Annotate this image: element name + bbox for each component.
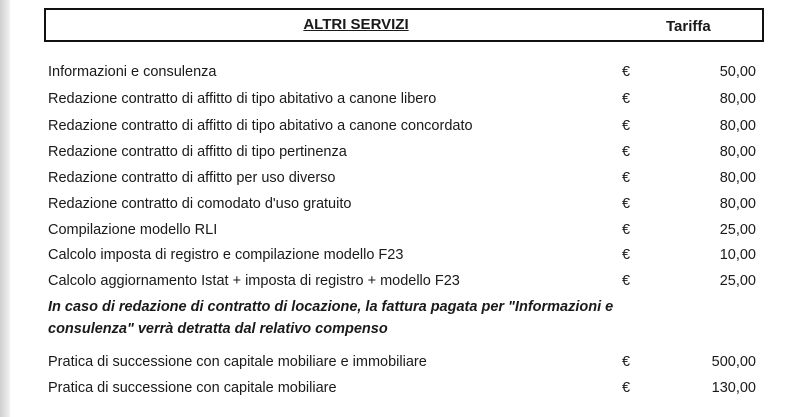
- currency-symbol: €: [622, 64, 631, 80]
- service-description: Calcolo aggiornamento Istat + imposta di registro + modello F23: [48, 273, 460, 289]
- service-description: Redazione contratto di affitto di tipo pertinenza: [48, 144, 347, 160]
- service-description: Redazione contratto di affitto di tipo abitativo a canone libero: [48, 91, 437, 107]
- currency-symbol: €: [622, 118, 631, 134]
- service-description: Redazione contratto di affitto per uso diverso: [48, 170, 336, 186]
- currency-symbol: €: [622, 144, 631, 160]
- service-amount: 500,00: [711, 354, 756, 370]
- service-description: Redazione contratto di comodato d'uso gratuito: [48, 196, 352, 212]
- service-row: [48, 196, 760, 222]
- service-description: Redazione contratto di affitto di tipo abitativo a canone concordato: [48, 118, 473, 134]
- service-amount: 50,00: [719, 64, 756, 80]
- service-amount: 80,00: [719, 118, 756, 134]
- succession-row: [48, 380, 760, 406]
- currency-symbol: €: [622, 380, 631, 396]
- service-amount: 80,00: [719, 144, 756, 160]
- currency-symbol: €: [622, 273, 631, 289]
- service-amount: 80,00: [719, 91, 756, 107]
- service-amount: 25,00: [719, 222, 756, 238]
- service-description: Calcolo imposta di registro e compilazione modello F23: [48, 247, 404, 263]
- service-description: Compilazione modello RLI: [48, 222, 218, 238]
- service-row: [48, 64, 760, 90]
- currency-symbol: €: [622, 247, 631, 263]
- service-amount: 130,00: [711, 380, 756, 396]
- service-description: Pratica di successione con capitale mobiliare: [48, 380, 337, 396]
- service-row: [48, 247, 760, 273]
- service-row: [48, 91, 760, 117]
- table-header: [44, 8, 764, 42]
- page-edge-shadow: [0, 0, 10, 417]
- service-row: [48, 170, 760, 196]
- service-description: Informazioni e consulenza: [48, 64, 217, 80]
- service-row: [48, 118, 760, 144]
- currency-symbol: €: [622, 170, 631, 186]
- service-amount: 80,00: [719, 196, 756, 212]
- service-row: [48, 222, 760, 248]
- info-note: In caso di redazione di contratto di locazione, la fattura pagata per "Informazioni e consulenza" verrà detratta dal relativo compenso: [48, 299, 614, 337]
- section-title: ALTRI SERVIZI: [303, 16, 409, 33]
- currency-symbol: €: [622, 91, 631, 107]
- service-amount: 80,00: [719, 170, 756, 186]
- service-amount: 25,00: [719, 273, 756, 289]
- tariff-column-header: Tariffa: [666, 18, 711, 35]
- currency-symbol: €: [622, 222, 631, 238]
- succession-row: [48, 354, 760, 380]
- service-row: [48, 144, 760, 170]
- currency-symbol: €: [622, 354, 631, 370]
- service-description: Pratica di successione con capitale mobiliare e immobiliare: [48, 354, 427, 370]
- currency-symbol: €: [622, 196, 631, 212]
- service-amount: 10,00: [719, 247, 756, 263]
